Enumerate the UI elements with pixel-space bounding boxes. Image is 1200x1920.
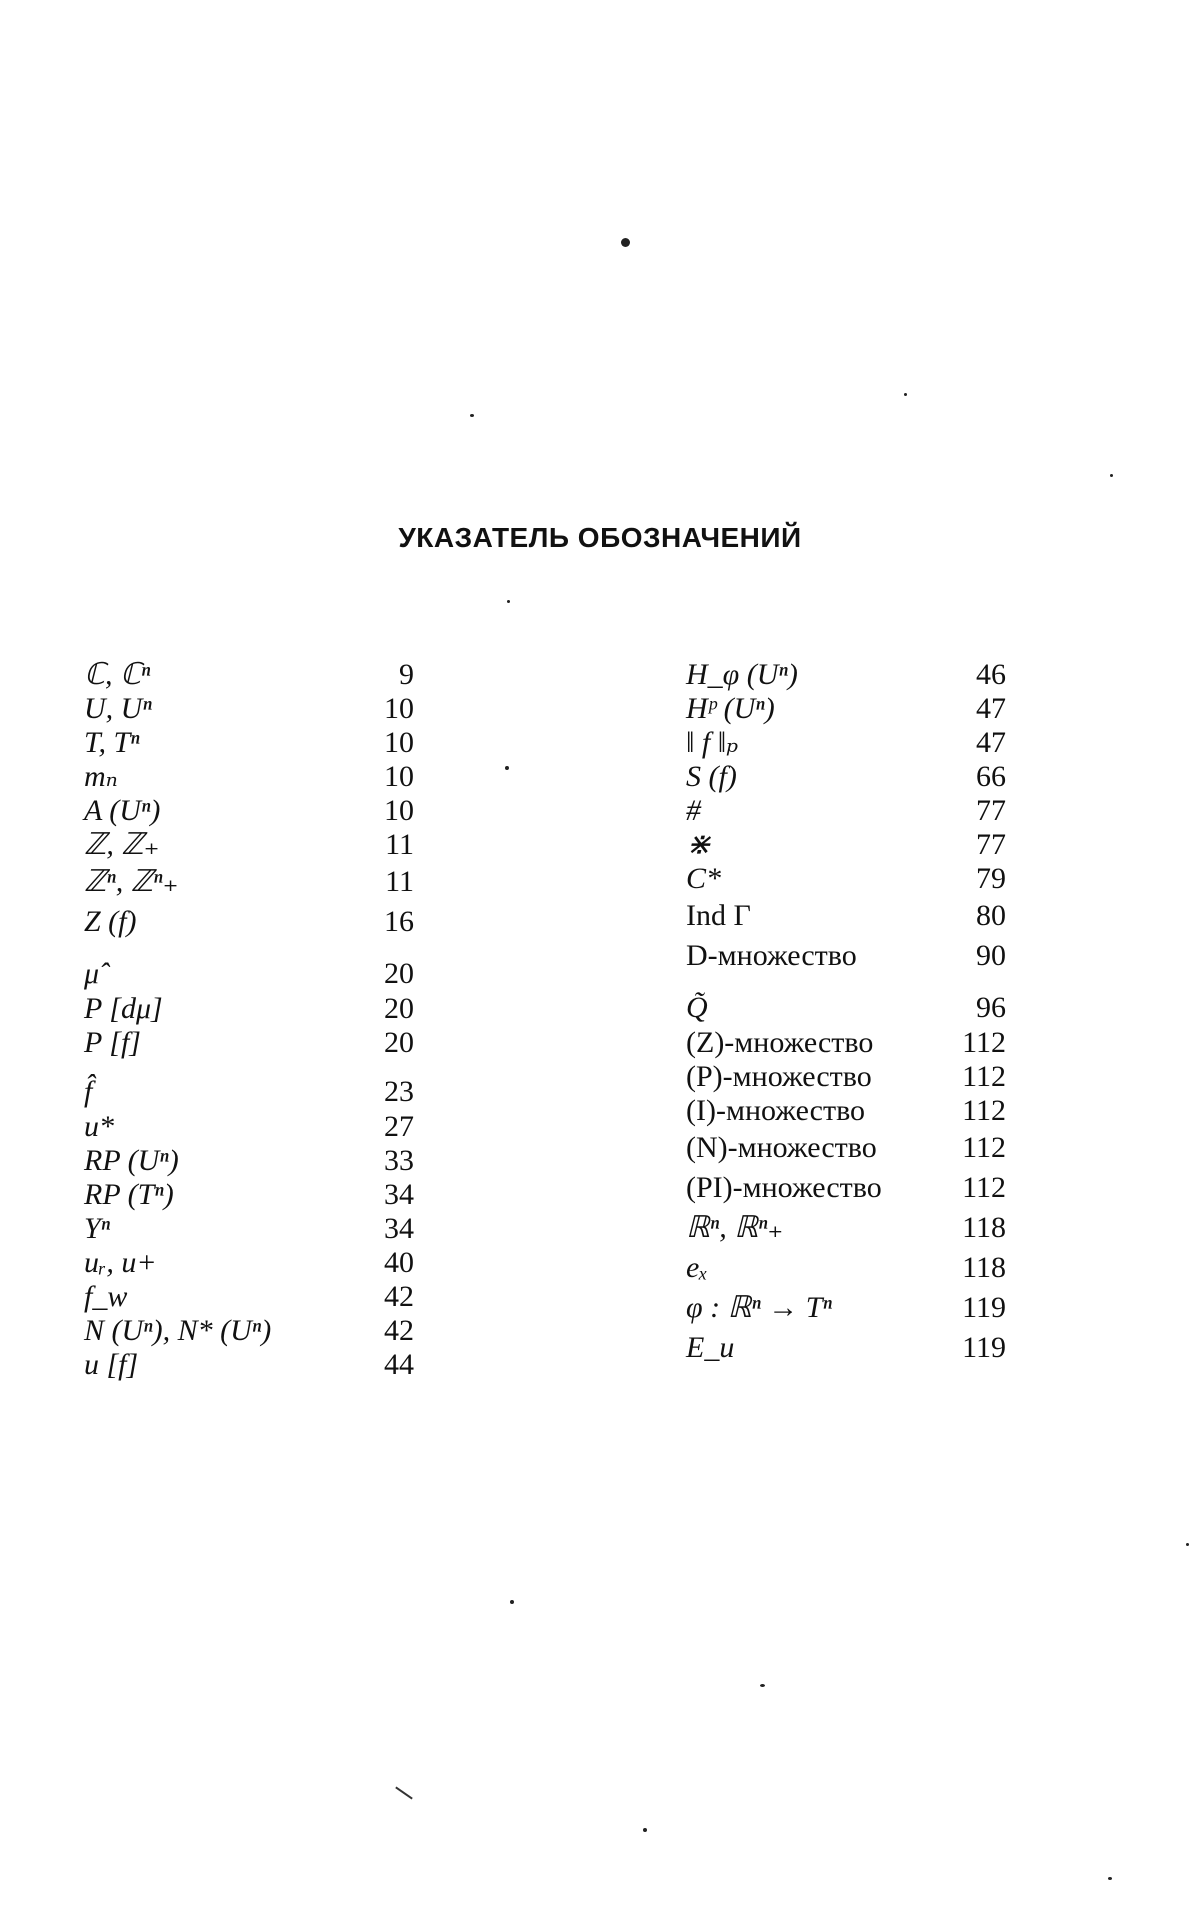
index-page-number: 47 xyxy=(976,692,1006,725)
index-page-number: 77 xyxy=(976,794,1006,827)
index-symbol: ℤ, ℤ₊ xyxy=(84,828,160,861)
index-entry xyxy=(84,992,414,1026)
index-page-number: 34 xyxy=(384,1178,414,1211)
scan-speck xyxy=(1186,1543,1189,1546)
index-symbol: S (f) xyxy=(686,760,737,793)
index-entry xyxy=(686,1026,1006,1060)
index-page-number: 27 xyxy=(384,1110,414,1143)
index-entry xyxy=(686,1168,1006,1208)
index-symbol: φ : ℝⁿ → Tⁿ xyxy=(686,1291,832,1324)
index-symbol: ℂ, ℂⁿ xyxy=(84,658,151,691)
index-page-number: 66 xyxy=(976,760,1006,793)
scan-speck xyxy=(904,393,907,396)
index-entry xyxy=(686,1248,1006,1288)
index-entry xyxy=(84,794,414,828)
scan-speck xyxy=(470,414,474,417)
index-entry xyxy=(84,726,414,760)
index-symbol: ⋇ xyxy=(686,828,712,861)
index-entry xyxy=(686,896,1006,936)
page-title: УКАЗАТЕЛЬ ОБОЗНАЧЕНИЙ xyxy=(398,522,802,553)
index-page-number: 112 xyxy=(962,1026,1006,1059)
index-entry xyxy=(686,1208,1006,1248)
index-entry xyxy=(84,1246,414,1280)
index-entry xyxy=(84,1280,414,1314)
index-page-number: 16 xyxy=(384,905,414,938)
index-page-number: 20 xyxy=(384,1026,414,1059)
index-page-number: 42 xyxy=(384,1280,414,1313)
index-entry xyxy=(686,760,1006,794)
notation-index-right-column xyxy=(686,658,1006,1368)
index-entry xyxy=(686,828,1006,862)
index-symbol: f_w xyxy=(84,1280,128,1313)
scan-speck xyxy=(621,238,630,247)
index-page-number: 112 xyxy=(962,1094,1006,1127)
index-page-number: 11 xyxy=(385,828,414,861)
index-entry xyxy=(84,760,414,794)
index-symbol: Ind Γ xyxy=(686,899,751,932)
index-entry xyxy=(84,692,414,726)
index-page-number: 47 xyxy=(976,726,1006,759)
index-page-number: 34 xyxy=(384,1212,414,1245)
index-entry xyxy=(84,1314,414,1348)
index-page-number: 77 xyxy=(976,828,1006,861)
index-symbol: C* xyxy=(686,862,722,895)
index-symbol: u* xyxy=(84,1110,114,1143)
index-entry xyxy=(84,902,414,942)
index-symbol: Yⁿ xyxy=(84,1212,111,1245)
index-page-number: 90 xyxy=(976,939,1006,972)
index-symbol: ℤⁿ, ℤⁿ₊ xyxy=(84,865,179,898)
index-entry xyxy=(84,658,414,692)
index-page-number: 79 xyxy=(976,862,1006,895)
index-symbol: N (Uⁿ), N* (Uⁿ) xyxy=(84,1314,272,1347)
index-entry xyxy=(84,1348,414,1382)
index-symbol: uᵣ, u+ xyxy=(84,1246,157,1279)
index-page-number: 10 xyxy=(384,692,414,725)
index-symbol: Q̃ xyxy=(686,991,708,1024)
index-page-number: 118 xyxy=(962,1211,1006,1244)
index-symbol: T, Tⁿ xyxy=(84,726,140,759)
index-symbol: Hᵖ (Uⁿ) xyxy=(686,692,775,725)
index-page-number: 40 xyxy=(384,1246,414,1279)
index-symbol: P [dμ] xyxy=(84,992,163,1025)
scan-speck xyxy=(1108,1877,1112,1880)
index-entry xyxy=(84,1178,414,1212)
index-page-number: 96 xyxy=(976,991,1006,1024)
index-page-number: 9 xyxy=(399,658,414,691)
index-entry xyxy=(686,862,1006,896)
index-entry xyxy=(686,1128,1006,1168)
index-page-number: 42 xyxy=(384,1314,414,1347)
index-page-number: 23 xyxy=(384,1075,414,1108)
index-entry xyxy=(686,976,1006,1026)
index-entry xyxy=(686,658,1006,692)
notation-index-left-column xyxy=(84,658,414,1382)
index-entry xyxy=(686,726,1006,760)
index-entry xyxy=(686,692,1006,726)
index-symbol: A (Uⁿ) xyxy=(84,794,161,827)
index-symbol: RP (Tⁿ) xyxy=(84,1178,174,1211)
scan-speck xyxy=(1110,474,1113,477)
index-symbol: Z (f) xyxy=(84,905,137,938)
index-symbol: (P)-множество xyxy=(686,1060,872,1093)
index-page-number: 46 xyxy=(976,658,1006,691)
index-symbol: # xyxy=(686,794,701,827)
index-entry xyxy=(84,1026,414,1060)
index-entry xyxy=(84,942,414,992)
index-entry xyxy=(686,1060,1006,1094)
scan-speck xyxy=(505,766,509,770)
index-symbol: (I)-множество xyxy=(686,1094,866,1127)
scan-speck xyxy=(510,1600,514,1604)
index-entry xyxy=(84,828,414,862)
index-page-number: 112 xyxy=(962,1131,1006,1164)
index-entry xyxy=(84,1212,414,1246)
index-entry xyxy=(686,936,1006,976)
index-page-number: 118 xyxy=(962,1251,1006,1284)
index-symbol: mₙ xyxy=(84,760,118,793)
index-symbol: f̂ xyxy=(84,1075,93,1108)
index-entry xyxy=(686,1094,1006,1128)
index-page-number: 10 xyxy=(384,794,414,827)
index-symbol: u [f] xyxy=(84,1348,139,1381)
index-symbol: P [f] xyxy=(84,1026,141,1059)
index-entry xyxy=(84,1144,414,1178)
index-page-number: 44 xyxy=(384,1348,414,1381)
index-entry xyxy=(84,862,414,902)
index-entry xyxy=(84,1110,414,1144)
index-page-number: 20 xyxy=(384,957,414,990)
index-page-number: 80 xyxy=(976,899,1006,932)
index-page-number: 11 xyxy=(385,865,414,898)
index-entry xyxy=(686,1288,1006,1328)
index-page-number: 112 xyxy=(962,1060,1006,1093)
index-page-number: 10 xyxy=(384,726,414,759)
index-page-number: 20 xyxy=(384,992,414,1025)
index-symbol: μ̂ xyxy=(84,957,100,990)
index-symbol: D-множество xyxy=(686,939,857,972)
index-symbol: ‖ f ‖ₚ xyxy=(686,726,739,759)
scan-speck xyxy=(643,1828,647,1832)
index-page-number: 33 xyxy=(384,1144,414,1177)
index-symbol: H_φ (Uⁿ) xyxy=(686,658,798,691)
index-symbol: RP (Uⁿ) xyxy=(84,1144,179,1177)
index-symbol: U, Uⁿ xyxy=(84,692,152,725)
index-entry xyxy=(84,1060,414,1110)
index-page-number: 112 xyxy=(962,1171,1006,1204)
index-entry xyxy=(686,794,1006,828)
index-symbol: ℝⁿ, ℝⁿ₊ xyxy=(686,1211,784,1244)
index-symbol: (PI)-множество xyxy=(686,1171,882,1204)
index-page-number: 119 xyxy=(962,1291,1006,1324)
index-page-number: 10 xyxy=(384,760,414,793)
index-symbol: E_u xyxy=(686,1331,735,1364)
index-page-number: 119 xyxy=(962,1331,1006,1364)
index-symbol: eₓ xyxy=(686,1251,708,1284)
scan-speck xyxy=(507,600,510,603)
index-entry xyxy=(686,1328,1006,1368)
scan-speck xyxy=(760,1684,765,1687)
scan-stroke xyxy=(395,1786,413,1799)
index-symbol: (N)-множество xyxy=(686,1131,877,1164)
index-symbol: (Z)-множество xyxy=(686,1026,874,1059)
